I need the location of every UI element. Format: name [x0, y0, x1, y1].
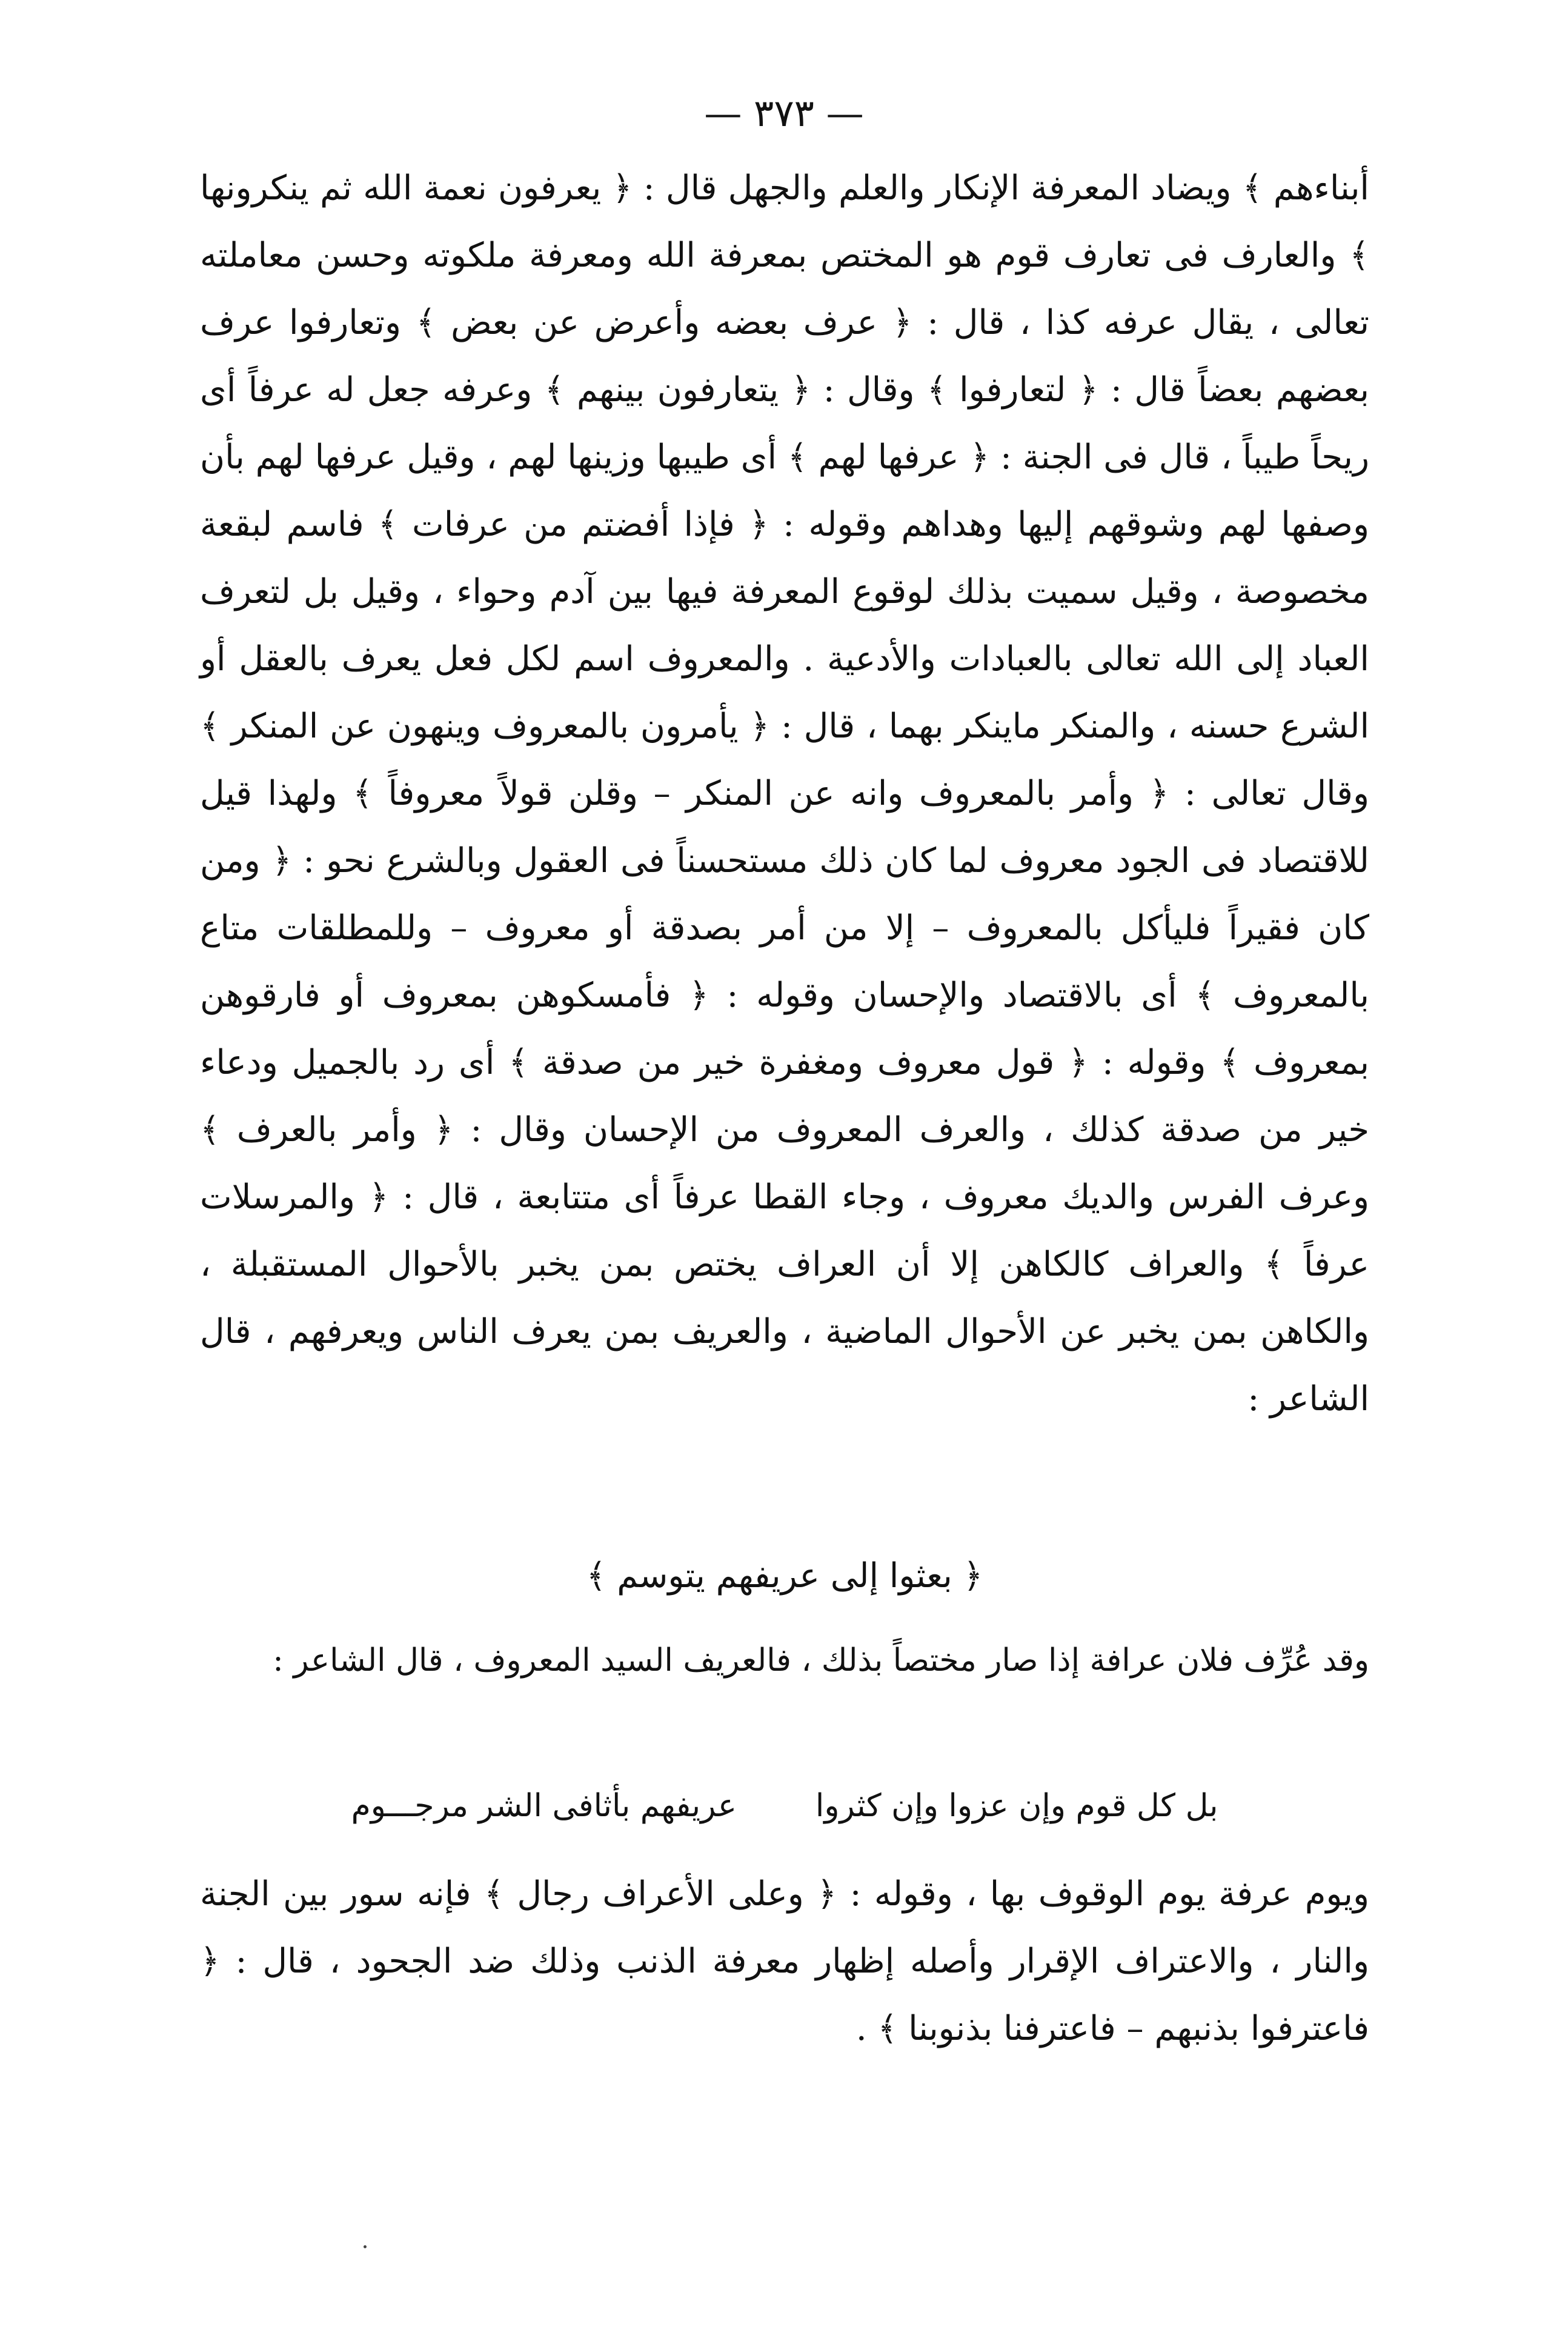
main-text: أبناءهم ﴾ ويضاد المعرفة الإنكار والعلم والجهل قال : ﴿ يعرفون نعمة الله ثم ينكرونها ﴾ والعارف فى تعارف قوم هو المختص بمعرفة الله ومعرفة ملكوته وحسن معاملته تعالى ، يقال عرفه كذا ، قال : ﴿ عرف بعضه وأعرض عن بعض ﴾ وتعارفوا عرف بعضهم بعضاً قال : ﴿ لتعارفوا ﴾ وقال : ﴿ يتعارفون بينهم ﴾ وعرفه جعل له عرفاً أى ريحاً طيباً ، قال فى الجنة : ﴿ عرفها لهم ﴾ أى طيبها وزينها لهم ، وقيل عرفها لهم بأن وصفها لهم وشوقهم إليها وهداهم وقوله : ﴿ فإذا أفضتم من عرفات ﴾ فاسم لبقعة مخصوصة ، وقيل سميت بذلك لوقوع المعرفة فيها بين آدم وحواء ، وقيل بل لتعرف العباد إلى الله تعالى بالعبادات والأدعية . والمعروف اسم لكل فعل يعرف بالعقل أو الشرع حسنه ، والمنكر ماينكر بهما ، قال : ﴿ يأمرون بالمعروف وينهون عن المنكر ﴾ وقال تعالى : ﴿ وأمر بالمعروف وانه عن المنكر – وقلن قولاً معروفاً ﴾ ولهذا قيل للاقتصاد فى الجود معروف لما كان ذلك مستحسناً فى العقول وبالشرع نحو : ﴿ ومن كان فقيراً فليأكل بالمعروف – إلا من أمر بصدقة أو معروف – وللمطلقات متاع بالمعروف ﴾ أى بالاقتصاد والإحسان وقوله : ﴿ فأمسكوهن بمعروف أو فارقوهن بمعروف ﴾ وقوله : ﴿ قول معروف ومغفرة خير من صدقة ﴾ أى رد بالجميل ودعاء خير من صدقة كذلك ، والعرف المعروف من الإحسان وقال : ﴿ وأمر بالعرف ﴾ وعرف الفرس والديك معروف ، وجاء القطا عرفاً أى متتابعة ، قال : ﴿ والمرسلات عرفاً ﴾ والعراف كالكاهن إلا أن العراف يختص بمن يخبر بالأحوال المستقبلة ، والكاهن بمن يخبر عن الأحوال الماضية ، والعريف بمن يعرف الناس ويعرفهم ، قال الشاعر :	[200, 168, 1369, 1419]
verse-second-hemistich: عريفهم بأثافى الشر مرجـــوم	[351, 1788, 737, 1824]
closing-paragraph	[200, 1860, 1369, 2062]
secondary-text: وقد عُرِّف فلان عرافة إذا صار مختصاً بذلك ، فالعريف السيد المعروف ، قال الشاعر :	[273, 1642, 1369, 1679]
page-number: — ٣٧٣ —	[704, 91, 864, 135]
main-paragraph	[200, 155, 1369, 1433]
closing-text: ويوم عرفة يوم الوقوف بها ، وقوله : ﴿ وعلى الأعراف رجال ﴾ فإنه سور بين الجنة والنار ، والاعتراف الإقرار وأصله إظهار معرفة الذنب وذلك ضد الجحود ، قال : ﴿ فاعترفوا بذنبهم – فاعترفنا بذنوبنا ﴾ .	[200, 1874, 1370, 2048]
scan-speck	[364, 2245, 367, 2248]
poetry-hemistich: ﴿ بعثوا إلى عريفهم يتوسم ﴾	[586, 1556, 983, 1596]
secondary-paragraph	[200, 1630, 1369, 1691]
poetry-verse	[200, 1776, 1369, 1836]
verse-first-hemistich: بل كل قوم وإن عزوا وإن كثروا	[815, 1788, 1218, 1824]
